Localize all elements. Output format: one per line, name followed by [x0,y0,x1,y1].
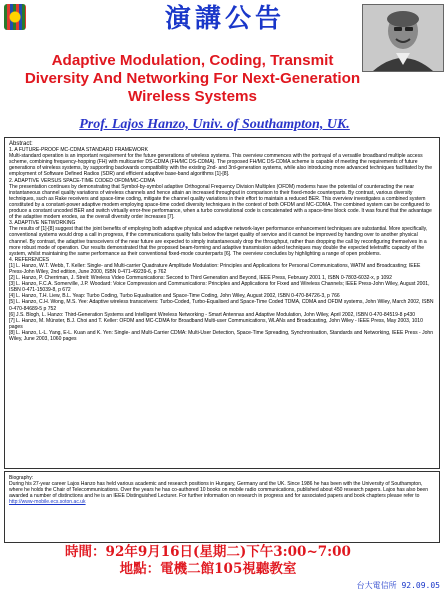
reference-item: [8] L. Hanzo, L-L. Yang, E-L. Kuan and K. Yen: Single- and Multi-Carrier CDMA: Multi-User Detection, Space-Time Spreading, Synchronisation, Standards and Networking, IEEE Press - John Wiley, June 2003, 1060 pages [9,329,434,342]
abstract-section-heading: 2. ADAPTIVE VERSUS SPACE-TIME CODED OFDM/MC-CDMA [9,177,156,184]
speaker-byline: Prof. Lajos Hanzo, Univ. of Southampton, UK. [79,117,350,132]
issuer-and-date: 台大電信所 92.09.05 [356,581,440,590]
biography-text: During his 27-year career Lajos Hanzo has held various academic and research positions in Hungary, Germany and the UK. Since 1986 he has been with the University of Southampton, where he holds the Chair of Telecommunications. Over the years he has co-authored 10 books on mobile radio communications, published about 450 research papers. Lajos has also been awarded a number of distinctions and he is an IEEE Distinguished Lecturer. For further information on research in progress and for associated papers and book chapters please refer to [9,481,429,500]
reference-item: [6] J.S. Blogh, L. Hanzo: Third-Generation Systems and Intelligent Wireless Networking - Smart Antennas and Adaptive Modulation, John Wiley, April 2002, ISBN 0-470-84519-8 p430 [9,311,416,318]
speaker-photo [362,4,444,72]
abstract-section-heading: 3. ADAPTIVE NETWORKING [9,220,76,227]
abstract-section [4,137,440,469]
talk-title: Adaptive Modulation, Coding, Transmit Diversity And Networking For Next-Generation Wireless Systems [24,52,361,105]
biography-section [4,471,440,543]
abstract-paragraph: The presentation continues by demonstrating that Symbol-by-symbol adaptive Orthogonal Frequency Division Multiplex (OFDM) modems have the potential of counteracting the near instantaneous channel quality variations of wireless channels and hence attain an increased throughput in comparison to their fixed-mode counterparts. By contrast, various diversity techniques, such as Rake receivers and space-time coding, mitigate the channel quality variations in their effort to maintain a reduced BER. This overview investigates a combined system constituted by a constant-power adaptive modem employing space-time coded diversity techniques in the context of both OFDM and MC-CDMA. The combined system can be configured to produce a constant uncoded BER and switch virtually error-free performance, when a turbo convolutional code is concatenated with a space-time block code. It was found that the advantage of the adaptive modem erodes, as the overall diversity order increases [7]. [9,183,432,221]
reference-item: [3] L. Hanzo, F.C.A. Somerville, J.P. Woodard: Voice Compression and Communications: Principles and Applications for Fixed and Wireless Channels; IEEE Press-John Wiley, August 2001, ISBN 0-471-15039-8, p 672 [9,281,430,294]
header-title: 演講公告 [164,4,285,34]
research-website-link[interactable]: http://www-mobile.ecs.soton.ac.uk [9,499,86,506]
abstract-section-heading: 1. A FUTURE-PROOF MC-CDMA STANDARD FRAMEWORK [9,147,148,154]
reference-item: [4] L. Hanzo, T.H. Liew, B.L. Yeap: Turbo Coding, Turbo Equalisation and Space-Time Coding, John Wiley, August 2002, ISBN 0-470-84726-3, p 766 [9,293,340,300]
abstract-section-heading: 4. REFERENCES [9,256,50,263]
reference-item: [1] L. Hanzo, W.T. Webb, T. Keller: Single- and Multi-carrier Quadrature Amplitude Modulation: Principles and Applications for Personal Communications, WATM and Broadcasting; IEEE Press-John Wiley, 2nd edition, June 2000, ISBN 0-471-49239-6, p 762 [9,262,421,275]
event-location: 地點：電機二館105視聽教室 [119,561,297,577]
abstract-paragraph: The results of [1]-[8] suggest that the joint benefits of employing both adaptive physical and adaptive network-layer performance enhancement techniques are substantial. More specifically, conventional systems would drop a call in progress, if the communications quality falls below the target quality of service and it cannot be improved by handing over to another physical channel. By contrast, the adaptive transceivers of the near future are expected to simply instantaneously drop the throughput, rather than dropping the call by reconfiguring themselves in a more robust mode of operation. Our results demonstrated that the proposed beam-forming and adaptive transmission aided techniques may double the expected teletraffic capacity of the system, whilst maintaining the same performance as their conventional fixed-mode counterparts [6]. The overview concludes by highlighting a range of open problems. [9,226,428,257]
abstract-heading: Abstract: [9,141,33,147]
abstract-paragraph: Multi-standard operation is an important requirement for the future generations of wireless systems. This overview commences with the portrayal of a versatile broadband multiple access scheme, combining frequency-hopping (FH) with multicarrier DS-CDMA (FH/MC DS-CDMA). The proposed FH/MC DS-CDMA scheme is capable of meeting the requirements of future generations of wireless systems, by supporting backwards compatibility with the existing 2nd- and 3rd-generation systems, while also introducing more advanced techniques facilitated by the employment of Software Defined Radios (SDR) and efficient adaptive base-band algorithms [1]-[8]. [9,153,433,178]
reference-item: [7] L. Hanzo, M. Münster, B.J. Choi and T. Keller: OFDM and MC-CDMA for Broadband Multi-user Communications, WLANs and Broadcasting, John Wiley - IEEE Press, May 2003, 1010 pages [9,317,423,330]
biography-heading: Biography: [9,475,34,481]
reference-item: [5] L. Hanzo, C.H. Wong, M.S. Yee: Adaptive wireless transceivers: Turbo-Coded, Turbo-Equalised and Space-Time Coded TDMA, CDMA and OFDM systems, John Wiley, March 2002, ISBN 0-470-84689-5 p 752 [9,299,434,312]
biography-text-block [9,481,435,505]
reference-item: [2] L. Hanzo, P. Cherriman, J. Streit: Wireless Video Communications: Second to Third Generation and Beyond, IEEE Press, February 2001 1, ISBN 0-7803-6032-x, p 1092 [9,275,392,282]
reference-list [9,263,435,342]
decorative-emblem-icon [4,4,26,30]
event-time: 時間：92年9月16日(星期二)下午3:00~7:00 [65,544,351,560]
